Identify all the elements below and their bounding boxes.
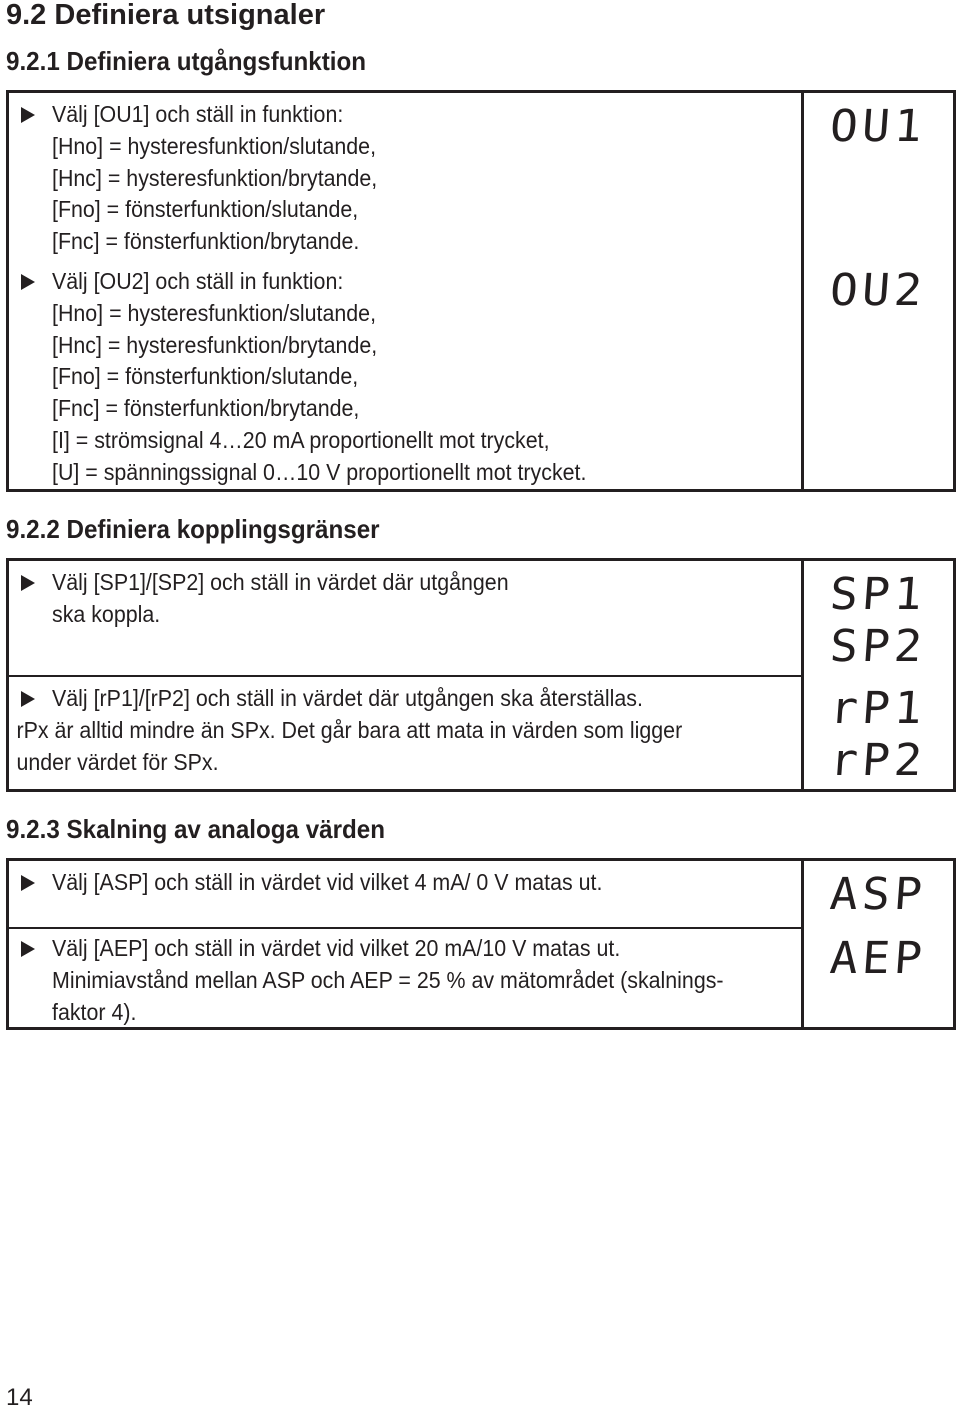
text-line: Minimiavstånd mellan ASP och AEP = 25 % av mätområdet (skalnings- — [52, 966, 724, 993]
text-line: [Fnc] = fönsterfunktion/brytande. — [52, 228, 360, 255]
ou2-instruction — [9, 266, 801, 489]
section-title-9-2-2: 9.2.2 Definiera kopplingsgränser — [6, 514, 380, 544]
text-line: [Fno] = fönsterfunktion/slutande, — [52, 363, 359, 390]
text-line: Välj [SP1]/[SP2] och ställ in värdet där utgången — [52, 569, 509, 595]
arrow-right-icon — [21, 274, 35, 290]
aep-instruction — [9, 933, 801, 1028]
section-9-2-3-displays — [801, 861, 953, 1027]
section-title-9-2-1: 9.2.1 Definiera utgångsfunktion — [6, 46, 367, 76]
text-line: [Fno] = fönsterfunktion/slutande, — [52, 196, 359, 223]
section-9-2-1-text — [9, 99, 801, 489]
display-asp: ASP — [828, 869, 928, 920]
page-heading: 9.2 Definiera utsignaler — [6, 0, 326, 31]
display-aep: AEP — [828, 933, 928, 984]
row-divider — [9, 675, 801, 677]
text-line: [Hnc] = hysteresfunktion/brytande, — [52, 331, 378, 358]
section-title-9-2-3: 9.2.3 Skalning av analoga värden — [6, 814, 385, 844]
text-line: [U] = spänningssignal 0…10 V proportionellt mot trycket. — [52, 458, 587, 485]
display-ou2: OU2 — [828, 265, 928, 316]
text-line: Välj [rP1]/[rP2] och ställ in värdet där utgången ska återställas. — [52, 685, 643, 711]
arrow-right-icon — [21, 575, 35, 591]
page-number: 14 — [6, 1384, 33, 1411]
arrow-right-icon — [21, 941, 35, 957]
text-line: under värdet för SPx. — [16, 748, 219, 775]
display-rp2: rP2 — [828, 735, 928, 786]
arrow-right-icon — [21, 691, 35, 707]
display-ou1: OU1 — [828, 101, 928, 152]
ou1-instruction — [9, 99, 801, 258]
display-rp1: rP1 — [828, 683, 928, 734]
asp-instruction — [9, 867, 801, 899]
sp-instruction — [9, 567, 801, 631]
arrow-right-icon — [21, 875, 35, 891]
section-9-2-2-table — [6, 558, 956, 792]
section-9-2-2-displays — [801, 561, 953, 789]
text-line: [Hno] = hysteresfunktion/slutande, — [52, 299, 377, 326]
text-line: [Fnc] = fönsterfunktion/brytande, — [52, 395, 360, 422]
text-line: Välj [OU2] och ställ in funktion: — [52, 267, 344, 294]
text-line: [Hnc] = hysteresfunktion/brytande, — [52, 164, 378, 191]
display-sp1: SP1 — [828, 569, 928, 620]
section-9-2-1-displays — [801, 93, 953, 489]
text-line: [Hno] = hysteresfunktion/slutande, — [52, 132, 377, 159]
text-line: Välj [OU1] och ställ in funktion: — [52, 101, 344, 127]
row-divider — [9, 927, 801, 929]
text-line: faktor 4). — [52, 998, 137, 1025]
text-line: [I] = strömsignal 4…20 mA proportionellt mot trycket, — [52, 426, 550, 453]
text-line: Välj [AEP] och ställ in värdet vid vilket 20 mA/10 V matas ut. — [52, 935, 621, 961]
display-sp2: SP2 — [828, 621, 928, 672]
rp-instruction — [9, 683, 801, 778]
section-9-2-1-table — [6, 90, 956, 492]
text-line: ska koppla. — [52, 600, 161, 627]
section-9-2-3-table — [6, 858, 956, 1030]
text-line: Välj [ASP] och ställ in värdet vid vilket 4 mA/ 0 V matas ut. — [52, 869, 603, 895]
text-line: rPx är alltid mindre än SPx. Det går bara att mata in värden som ligger — [16, 716, 683, 743]
arrow-right-icon — [21, 107, 35, 123]
